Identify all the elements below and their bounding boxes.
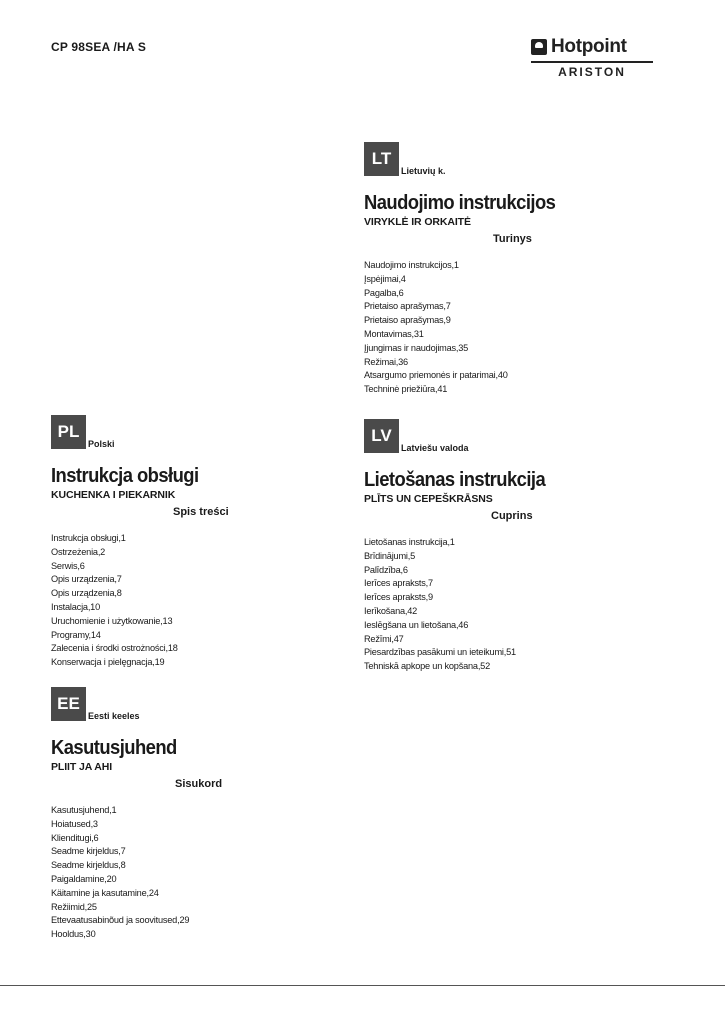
- section-pl: [51, 415, 311, 670]
- section-title-pl: Instrukcja obsługi: [51, 465, 199, 487]
- model-number: CP 98SEA /HA S: [51, 40, 147, 54]
- toc-item: Paigaldamine,20: [51, 873, 117, 884]
- toc-item: Ierīces apraksts,7: [364, 578, 433, 589]
- toc-item: Įjungimas ir naudojimas,35: [364, 342, 469, 353]
- toc-item: Käitamine ja kasutamine,24: [51, 887, 159, 898]
- toc-heading-lt: Turinys: [493, 233, 532, 245]
- toc-item: Pagalba,6: [364, 287, 404, 298]
- toc-item: Ierīkošana,42: [364, 605, 418, 616]
- toc-list-lt: [364, 259, 624, 397]
- brand-subname: ARISTON: [558, 65, 626, 79]
- toc-item: Serwis,6: [51, 560, 85, 571]
- toc-item: Naudojimo instrukcijos,1: [364, 260, 459, 270]
- toc-item: Ieslēgšana un lietošana,46: [364, 619, 469, 630]
- language-badge-pl: PL: [51, 415, 86, 449]
- language-label-pl: Polski: [88, 439, 115, 449]
- toc-item: Tehniskā apkope un kopšana,52: [364, 661, 490, 672]
- toc-item: Hoiatused,3: [51, 818, 98, 829]
- language-badge-lv: LV: [364, 419, 399, 453]
- toc-list-ee: [51, 804, 311, 942]
- toc-item: Brīdinājumi,5: [364, 550, 416, 561]
- section-ee: [51, 687, 311, 942]
- toc-item: Atsargumo priemonės ir patarimai,40: [364, 370, 508, 381]
- language-label-lv: Latviešu valoda: [401, 443, 469, 453]
- brand-mark-icon: [531, 39, 547, 55]
- language-badge-lt: LT: [364, 142, 399, 176]
- toc-item: Opis urządzenia,8: [51, 588, 122, 599]
- toc-item: Ierīces apraksts,9: [364, 592, 433, 603]
- toc-item: Prietaiso aprašymas,7: [364, 301, 451, 312]
- footer-divider: [0, 985, 725, 986]
- section-subtitle-lv: PLĪTS UN CEPEŠKRĀSNS: [364, 493, 493, 505]
- section-lv: [364, 419, 624, 674]
- toc-item: Zalecenia i środki ostrożności,18: [51, 643, 178, 654]
- section-title-lv: Lietošanas instrukcija: [364, 469, 546, 491]
- toc-item: Instalacja,10: [51, 601, 100, 612]
- toc-item: Režīmi,47: [364, 633, 404, 644]
- section-subtitle-lt: VIRYKLĖ IR ORKAITĖ: [364, 216, 471, 228]
- toc-item: Piesardzības pasākumi un ieteikumi,51: [364, 647, 516, 658]
- toc-item: Techninė priežiūra,41: [364, 384, 448, 395]
- toc-item: Klienditugi,6: [51, 832, 99, 843]
- language-label-ee: Eesti keeles: [88, 711, 140, 721]
- brand-name: Hotpoint: [551, 36, 627, 57]
- toc-item: Programy,14: [51, 629, 101, 640]
- toc-item: Seadme kirjeldus,8: [51, 860, 126, 871]
- section-subtitle-pl: KUCHENKA I PIEKARNIK: [51, 489, 176, 501]
- toc-item: Režimai,36: [364, 356, 408, 367]
- language-badge-ee: EE: [51, 687, 86, 721]
- brand-divider: [531, 61, 653, 63]
- toc-item: Palīdzība,6: [364, 564, 408, 575]
- toc-item: Prietaiso aprašymas,9: [364, 315, 451, 326]
- toc-heading-pl: Spis treści: [173, 506, 229, 518]
- toc-item: Lietošanas instrukcija,1: [364, 537, 455, 547]
- toc-list-lv: [364, 536, 624, 674]
- toc-item: Opis urządzenia,7: [51, 574, 122, 585]
- toc-item: Instrukcja obsługi,1: [51, 533, 126, 543]
- section-title-lt: Naudojimo instrukcijos: [364, 192, 556, 214]
- toc-item: Įspėjimai,4: [364, 273, 406, 284]
- toc-item: Ettevaatusabinõud ja soovitused,29: [51, 915, 190, 926]
- toc-item: Režiimid,25: [51, 901, 97, 912]
- toc-item: Hooldus,30: [51, 929, 96, 940]
- toc-item: Kasutusjuhend,1: [51, 805, 117, 815]
- toc-item: Ostrzeżenia,2: [51, 546, 106, 557]
- toc-heading-lv: Cuprins: [491, 510, 533, 522]
- toc-item: Uruchomienie i użytkowanie,13: [51, 615, 173, 626]
- language-label-lt: Lietuvių k.: [401, 166, 446, 176]
- toc-list-pl: [51, 532, 311, 670]
- section-lt: [364, 142, 624, 397]
- section-title-ee: Kasutusjuhend: [51, 737, 177, 759]
- toc-item: Konserwacja i pielęgnacja,19: [51, 657, 165, 668]
- toc-item: Montavimas,31: [364, 328, 424, 339]
- toc-item: Seadme kirjeldus,7: [51, 846, 126, 857]
- section-subtitle-ee: PLIIT JA AHI: [51, 761, 113, 773]
- brand-logo: [531, 36, 653, 82]
- toc-heading-ee: Sisukord: [175, 778, 223, 790]
